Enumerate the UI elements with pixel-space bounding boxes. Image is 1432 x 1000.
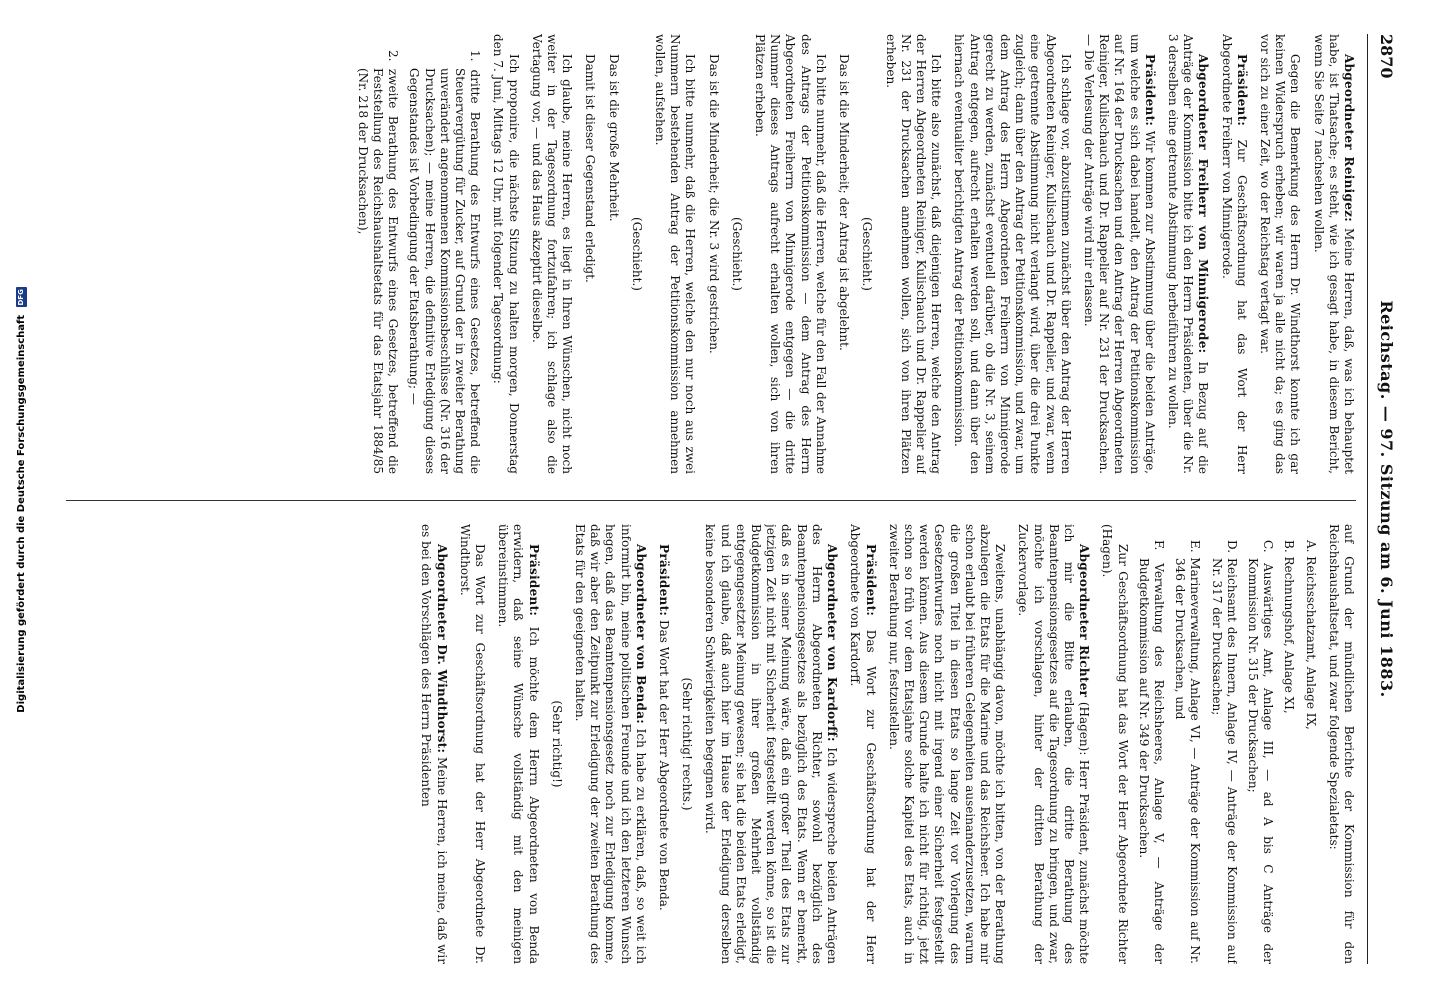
speaker-name: Abgeordneter Reinigez:	[1342, 54, 1356, 222]
paragraph-text: B. Rechnungshof, Anlage XI,	[1282, 540, 1297, 714]
paragraph-text: Ich proponire, die nächste Sitzung zu halten morgen, Donnerstag den 7. Juni, Mittags 12 Uhr, mit folgender Tagesordnung:	[491, 34, 521, 474]
paragraph-text: Zur Geschäftsordnung hat das Wort der Herr Abgeordnete Freiherr von Minnigerode.	[1219, 34, 1249, 474]
paragraph-text: Ich bitte nunmehr, daß die Herren, welche den nur noch aus zwei Nummern bestehenden Antrag der Petitionskommission annehmen wollen, aufstehen.	[653, 34, 698, 474]
paragraph-text: Das ist die Minderheit; die Nr. 3 wird gestrichen.	[706, 54, 721, 354]
paragraph	[1136, 524, 1166, 964]
paragraph-text: Das Wort hat der Herr Abgeordnete von Benda.	[657, 616, 672, 911]
paragraph-text: 2. zweite Berathung des Entwurfs eines Gesetzes, betreffend die Feststellung des Reichshaushaltsetats für das Etatsjahr 1884/85 (Nr. 218 der Drucksachen),	[355, 50, 401, 474]
paragraph	[951, 34, 1073, 474]
paragraph	[572, 524, 648, 964]
paragraph	[1326, 524, 1356, 964]
paragraph	[406, 34, 482, 474]
paragraph-text: (Geschieht.)	[629, 217, 644, 291]
left-column	[56, 34, 1356, 474]
paragraph-text: Ich schlage vor, abzustimmen zunächst über den Antrag der Herren Abgeordneten Reiniger, Kulischauch und Dr. Rappelier, und zwar, wenn eine getrennte Abstimmung nicht verlangt wird, über die drei Punkte zugleich; dann über den Antrag der Petitionskommission, und zwar, um dem Antrag des Herrn Abgeordneten Freiherrn von Minnigerode gerecht zu werden, zunächst eventuell darüber, ob die Nr. 3, seinem Antrag entgegen, aufrecht erhalten werden soll, und dann über den hiernach eventualiter berichtigten Antrag der Petitionskommission.	[952, 34, 1073, 474]
speaker-name: Präsident:	[863, 544, 878, 617]
paragraph-text: Wir kommen zur Abstimmung über die beiden Anträge, um welche es sich dabei handelt, den Antrag der Petitionskommission auf Nr. 164 der Drucksachen und den Antrag der Herren Abgeordneten Reiniger, Kulischauch und Dr. Rappelier auf Nr. 231 der Drucksachen. — Die Verlesung der Anträge wird mir erlassen.	[1081, 34, 1157, 474]
paragraph	[1218, 34, 1248, 474]
paragraph-text: Das ist die Minderheit; der Antrag ist abgelehnt.	[837, 54, 852, 351]
paragraph	[652, 34, 698, 474]
paragraph	[859, 34, 874, 474]
speaker-name: Präsident:	[657, 544, 672, 617]
dfg-logo: DFG	[16, 289, 25, 306]
page-title: Reichstag. — 97. Sitzung am 6. Juni 1883.	[1377, 300, 1396, 698]
paragraph	[1208, 524, 1238, 964]
paragraph	[1281, 524, 1296, 964]
paragraph	[605, 34, 620, 474]
paragraph	[529, 34, 575, 474]
paragraph-text: Zweitens, unabhängig davon, möchte ich bitten, von der Berathung abzulegen die Etats für die Marine und das Reichsheer. Ich habe mir schon erlaubt bei früheren Gelegenheiten auseinanderzusetzen, warum die großen Titel in diesen Etats so lange Zeit vor Vorlegung des Gesetzentwurfes noch nicht mit irgend einer Sicherheit festgestellt werden können. Aus diesem Grunde halte ich nicht für richtig, jetzt schon so früh vor dem Etatsjahre solche Kapitel des Etats, auch in zweiter Berathung nur, festzustellen.	[886, 524, 1008, 964]
paragraph	[355, 34, 401, 474]
paragraph	[752, 34, 828, 474]
paragraph	[886, 524, 1008, 964]
right-column	[56, 524, 1356, 964]
speaker-name: Präsident:	[1142, 54, 1157, 127]
paragraph	[656, 524, 671, 964]
paragraph-text: C. Auswärtiges Amt, Anlage III, — ad A bis C Anträge der Kommission Nr. 315 der Drucksachen;	[1245, 540, 1276, 964]
paragraph-text: Das ist die große Mehrheit.	[606, 54, 621, 222]
paragraph-text: (Geschieht.)	[729, 217, 744, 291]
credit-text: Digitalisierung gefördert durch die Deutsche Forschungsgemeinschaft	[16, 314, 27, 713]
speaker-name: Abgeordneter Freiherr von Minnigerode:	[1196, 54, 1211, 354]
digitization-credit	[14, 20, 30, 980]
paragraph	[702, 524, 839, 964]
paragraph-text: Meine Herren, ich meine, daß wir es bei den Vorschlägen des Herrn Präsidenten	[419, 524, 449, 964]
paragraph-text: Damit ist dieser Gegenstand erledigt.	[583, 54, 598, 283]
paragraph	[1172, 524, 1202, 964]
paragraph-text: D. Reichsamt des Innern, Anlage IV, — Anträge der Kommission auf Nr. 317 der Drucksachen;	[1209, 540, 1239, 964]
paragraph-text: In Bezug auf die Anträge der Kommission bitte ich den Herrn Präsidenten, über die Nr. 3 derselben eine getrennte Abstimmung herbeiführen zu wollen.	[1165, 34, 1211, 474]
paragraph-text: Ich glaube, meine Herren, es liegt in Ihren Wünschen, nicht noch weiter in der Tagesordnung fortzufahren; ich schlage also die Vertagung vor, — und das Haus akzeptirt dieselbe.	[529, 34, 575, 474]
paragraph	[847, 524, 877, 964]
paragraph-text: auf Grund der mündlichen Berichte der Kommission für den Reichshaushaltsetat, und zwar folgende Spezialetats:	[1326, 524, 1356, 964]
paragraph	[549, 524, 564, 964]
paragraph-text: (Sehr richtig!)	[549, 700, 564, 788]
paragraph-text: (Hagen): Herr Präsident, zunächst möchte ich mir die Bitte erlauben, die dritte Berathung des Beamtenpensionsgesetzes auf die Tagesordnung zu bringen, und zwar, möchte ich vorschlagen, hinter der dritten Berathung der Zuckervorlage.	[1016, 524, 1092, 964]
paragraph	[582, 34, 597, 474]
paragraph-text: Das Wort zur Geschäftsordnung hat der Herr Abgeordnete von Kardorff.	[848, 524, 878, 964]
paragraph	[490, 34, 520, 474]
speaker-name: Abgeordneter von Benda:	[633, 544, 648, 725]
header-rule	[1367, 34, 1368, 964]
rotated-page	[20, 20, 1400, 980]
paragraph-text: Ich widerspreche beiden Anträgen des Herrn Abgeordneten Richter, sowohl bezüglich des Beamtenpensionsgesetzes als bezüglich des Etats. Wenn er bemerkt, daß es in seiner Meinung wäre, daß ein großer Theil des Etats zur jetzigen Zeit nicht mit Sicherheit festgestellt werden könne, so ist die Budgetkommission in ihrer großen Mehrheit vollständig entgegengesetzter Meinung gewesen; sie hat die beiden Etats erledigt, und ich glaube, daß auch hier im Hause der Erledigung derselben keine besonderen Schwierigkeiten begegnen wird.	[703, 524, 840, 964]
speaker-name: Abgeordneter von Kardorff:	[825, 544, 840, 742]
paragraph	[1015, 524, 1091, 964]
paragraph	[1245, 524, 1275, 964]
paragraph	[836, 34, 851, 474]
speaker-name: Abgeordneter Richter	[1077, 544, 1092, 698]
paragraph-text: E. Marineverwaltung, Anlage VI, — Anträge der Kommission auf Nr. 346 der Drucksachen, und	[1173, 540, 1203, 964]
paragraph	[705, 34, 720, 474]
paragraph-text: Ich möchte dem Herrn Abgeordneten von Benda erwidern, daß seine Wünsche vollständig mit den meinigen übereinstimmen.	[496, 524, 541, 964]
paragraph	[629, 34, 644, 474]
speaker-name: Präsident:	[1234, 54, 1249, 127]
speaker-name: Abgeordneter Dr. Windthorst:	[434, 544, 449, 754]
paragraph-text: Zur Geschäftsordnung hat das Wort der Herr Abgeordnete Richter (Hagen).	[1100, 524, 1130, 964]
paragraph-text: F. Verwaltung des Reichsheeres, Anlage V, — Anträge der Budgetkommission auf Nr. 349 der Drucksachen.	[1136, 540, 1166, 964]
paragraph	[729, 34, 744, 474]
page-header	[1372, 34, 1400, 964]
paragraph	[1099, 524, 1129, 964]
paragraph	[1302, 524, 1317, 964]
paragraph-text: Ich habe zu erklären, daß, so weit ich informirt bin, meine politischen Freunde und ich den letzteren Wunsch hegen, daß das Beamtenpensionsgesetz noch zur Erledigung komme, daß wir aber den Zeitpunkt zur Erledigung der zweiten Berathung des Etats für den geeigneten halten.	[573, 524, 648, 964]
paragraph	[495, 524, 541, 964]
paragraph	[679, 524, 694, 964]
speaker-name: Präsident:	[526, 544, 541, 617]
paragraph	[457, 524, 487, 964]
paragraph-text: Ich bitte nunmehr, daß die Herren, welche für den Fall der Annahme des Antrags der Petitionskommission — dem Antrag des Herrn Abgeordneten Freiherrn von Minnigerode entgegen — die dritte Nummer dieses Antrags aufrecht erhalten wollen, sich von ihren Plätzen erheben.	[753, 34, 828, 474]
paragraph-text: (Geschieht.)	[860, 217, 875, 291]
paragraph-text: Meine Herren, daß, was ich behauptet habe, ist Thatsache; es steht, wie ich gesagt habe, in diesem Bericht, wenn Sie Seite 7 nachsehen wollen.	[1311, 34, 1356, 474]
paragraph	[882, 34, 943, 474]
paragraph-text: (Sehr richtig! rechts.)	[680, 677, 695, 811]
page-number: 2870	[1377, 34, 1396, 79]
paragraph	[1257, 34, 1303, 474]
paragraph	[418, 524, 448, 964]
paragraph	[1310, 34, 1356, 474]
paragraph	[1165, 34, 1211, 474]
paragraph-text: Ich bitte also zunächst, daß diejenigen Herren, welche den Antrag der Herren Abgeordneten Reiniger, Kulischauch und Dr. Rappelier auf Nr. 231 der Drucksachen annehmen wollen, sich von ihren Plätzen erheben.	[883, 34, 944, 474]
paragraph	[1081, 34, 1157, 474]
paragraph-text: A. Reichsschatzamt, Anlage IX,	[1303, 540, 1318, 730]
paragraph-text: 1. dritte Berathung des Entwurfs eines Gesetzes, betreffend die Steuervergütung für Zucker, auf Grund der in zweiter Berathung unverändert angenommenen Kommissionsbeschlüsse (Nr. 316 der Drucksachen); — meine Herren, die definitive Erledigung dieses Gegenstandes ist Vorbedingung der Etatsberathung; —	[407, 50, 483, 474]
paragraph-text: Gegen die Bemerkung des Herrn Dr. Windthorst konnte ich gar keinen Widerspruch erheben; wir waren ja alle nicht da; es ging das vor sich zu einer Zeit, wo der Reichstag vertagt war.	[1257, 34, 1303, 474]
paragraph-text: Das Wort zur Geschäftsordnung hat der Herr Abgeordnete Dr. Windthorst.	[457, 524, 488, 964]
column-divider	[66, 500, 1356, 501]
